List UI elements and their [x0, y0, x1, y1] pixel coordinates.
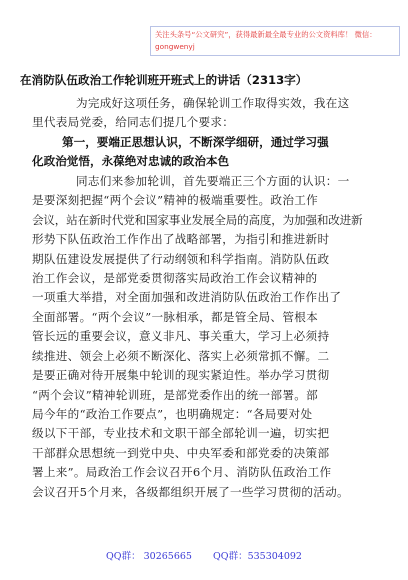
paragraph-line: 续推进、领会上必须不断深化、落实上必须常抓不懈。二: [32, 348, 330, 363]
paragraph-line: 干部群众思想统一到党中央、中央军委和部党委的决策部: [32, 445, 330, 460]
section-heading-line: 第一，要端正思想认识，不断深学细研，通过学习强: [62, 134, 329, 149]
paragraph-line: 为完成好这项任务，确保轮训工作取得实效，我在这: [76, 96, 350, 110]
paragraph-line: 里代表局党委，给同志们提几个要求：: [32, 115, 235, 130]
paragraph-line: 署上来”。局政治工作会议召开6个月、消防队伍政治工作: [32, 465, 332, 480]
paragraph-line: 是要深刻把握“两个会议”精神的极端重要性。政治工作: [32, 193, 319, 208]
paragraph-line: 一项重大举措，对全面加强和改进消防队伍政治工作作出了: [32, 290, 342, 305]
paragraph-line: 治工作会议，是部党委贯彻落实局政治工作会议精神的: [32, 270, 318, 285]
paragraph-line: 同志们来参加轮训，首先要端正三个方面的认识：一: [76, 173, 350, 188]
paragraph-line: 会议召开5个月来，各级都组织开展了一些学习贯彻的活动。: [32, 484, 349, 499]
paragraph-line: 级以下干部，专业技术和文职干部全部轮训一遍，切实把: [32, 426, 330, 441]
paragraph-line: “两个会议”精神轮训班，是部党委作出的统一部署。部: [32, 387, 319, 402]
section-heading-line: 化政治觉悟，永葆绝对忠诚的政治本色: [32, 154, 230, 169]
paragraph-line: 全面部署。“两个会议”一脉相承，都是管全局、管根本: [32, 309, 319, 324]
qq-group-footer: [0, 548, 408, 562]
paragraph-line: 会议，站在新时代党和国家事业发展全局的高度，为加强和改进新: [32, 212, 363, 227]
qq-group-1[interactable]: QQ群： 30265665: [106, 551, 192, 562]
promo-banner-text: 关注头条号“公文研究”，获得最新最全最专业的公文资料库！ 微信：gongwenyj: [155, 30, 377, 51]
paragraph-line: 局今年的“政治工作要点”，也明确规定：“各局要对处: [32, 407, 313, 421]
qq-group-2[interactable]: QQ群：535304092: [213, 551, 302, 562]
paragraph-line: 期队伍建设发展提供了行动纲领和科学指南。消防队伍政: [32, 251, 330, 266]
paragraph-line: 形势下队伍政治工作作出了战略部署，为指引和推进新时: [32, 232, 330, 247]
promo-banner[interactable]: [150, 26, 400, 56]
document-body: [32, 94, 394, 502]
document-title: 在消防队伍政治工作轮训班开班式上的讲话（2313字）: [20, 73, 308, 87]
paragraph-line: 是要正确对待开展集中轮训的现实紧迫性。举办学习贯彻: [32, 368, 330, 383]
paragraph-line: 管长远的重要会议，意义非凡、事关重大，学习上必须持: [32, 329, 330, 344]
